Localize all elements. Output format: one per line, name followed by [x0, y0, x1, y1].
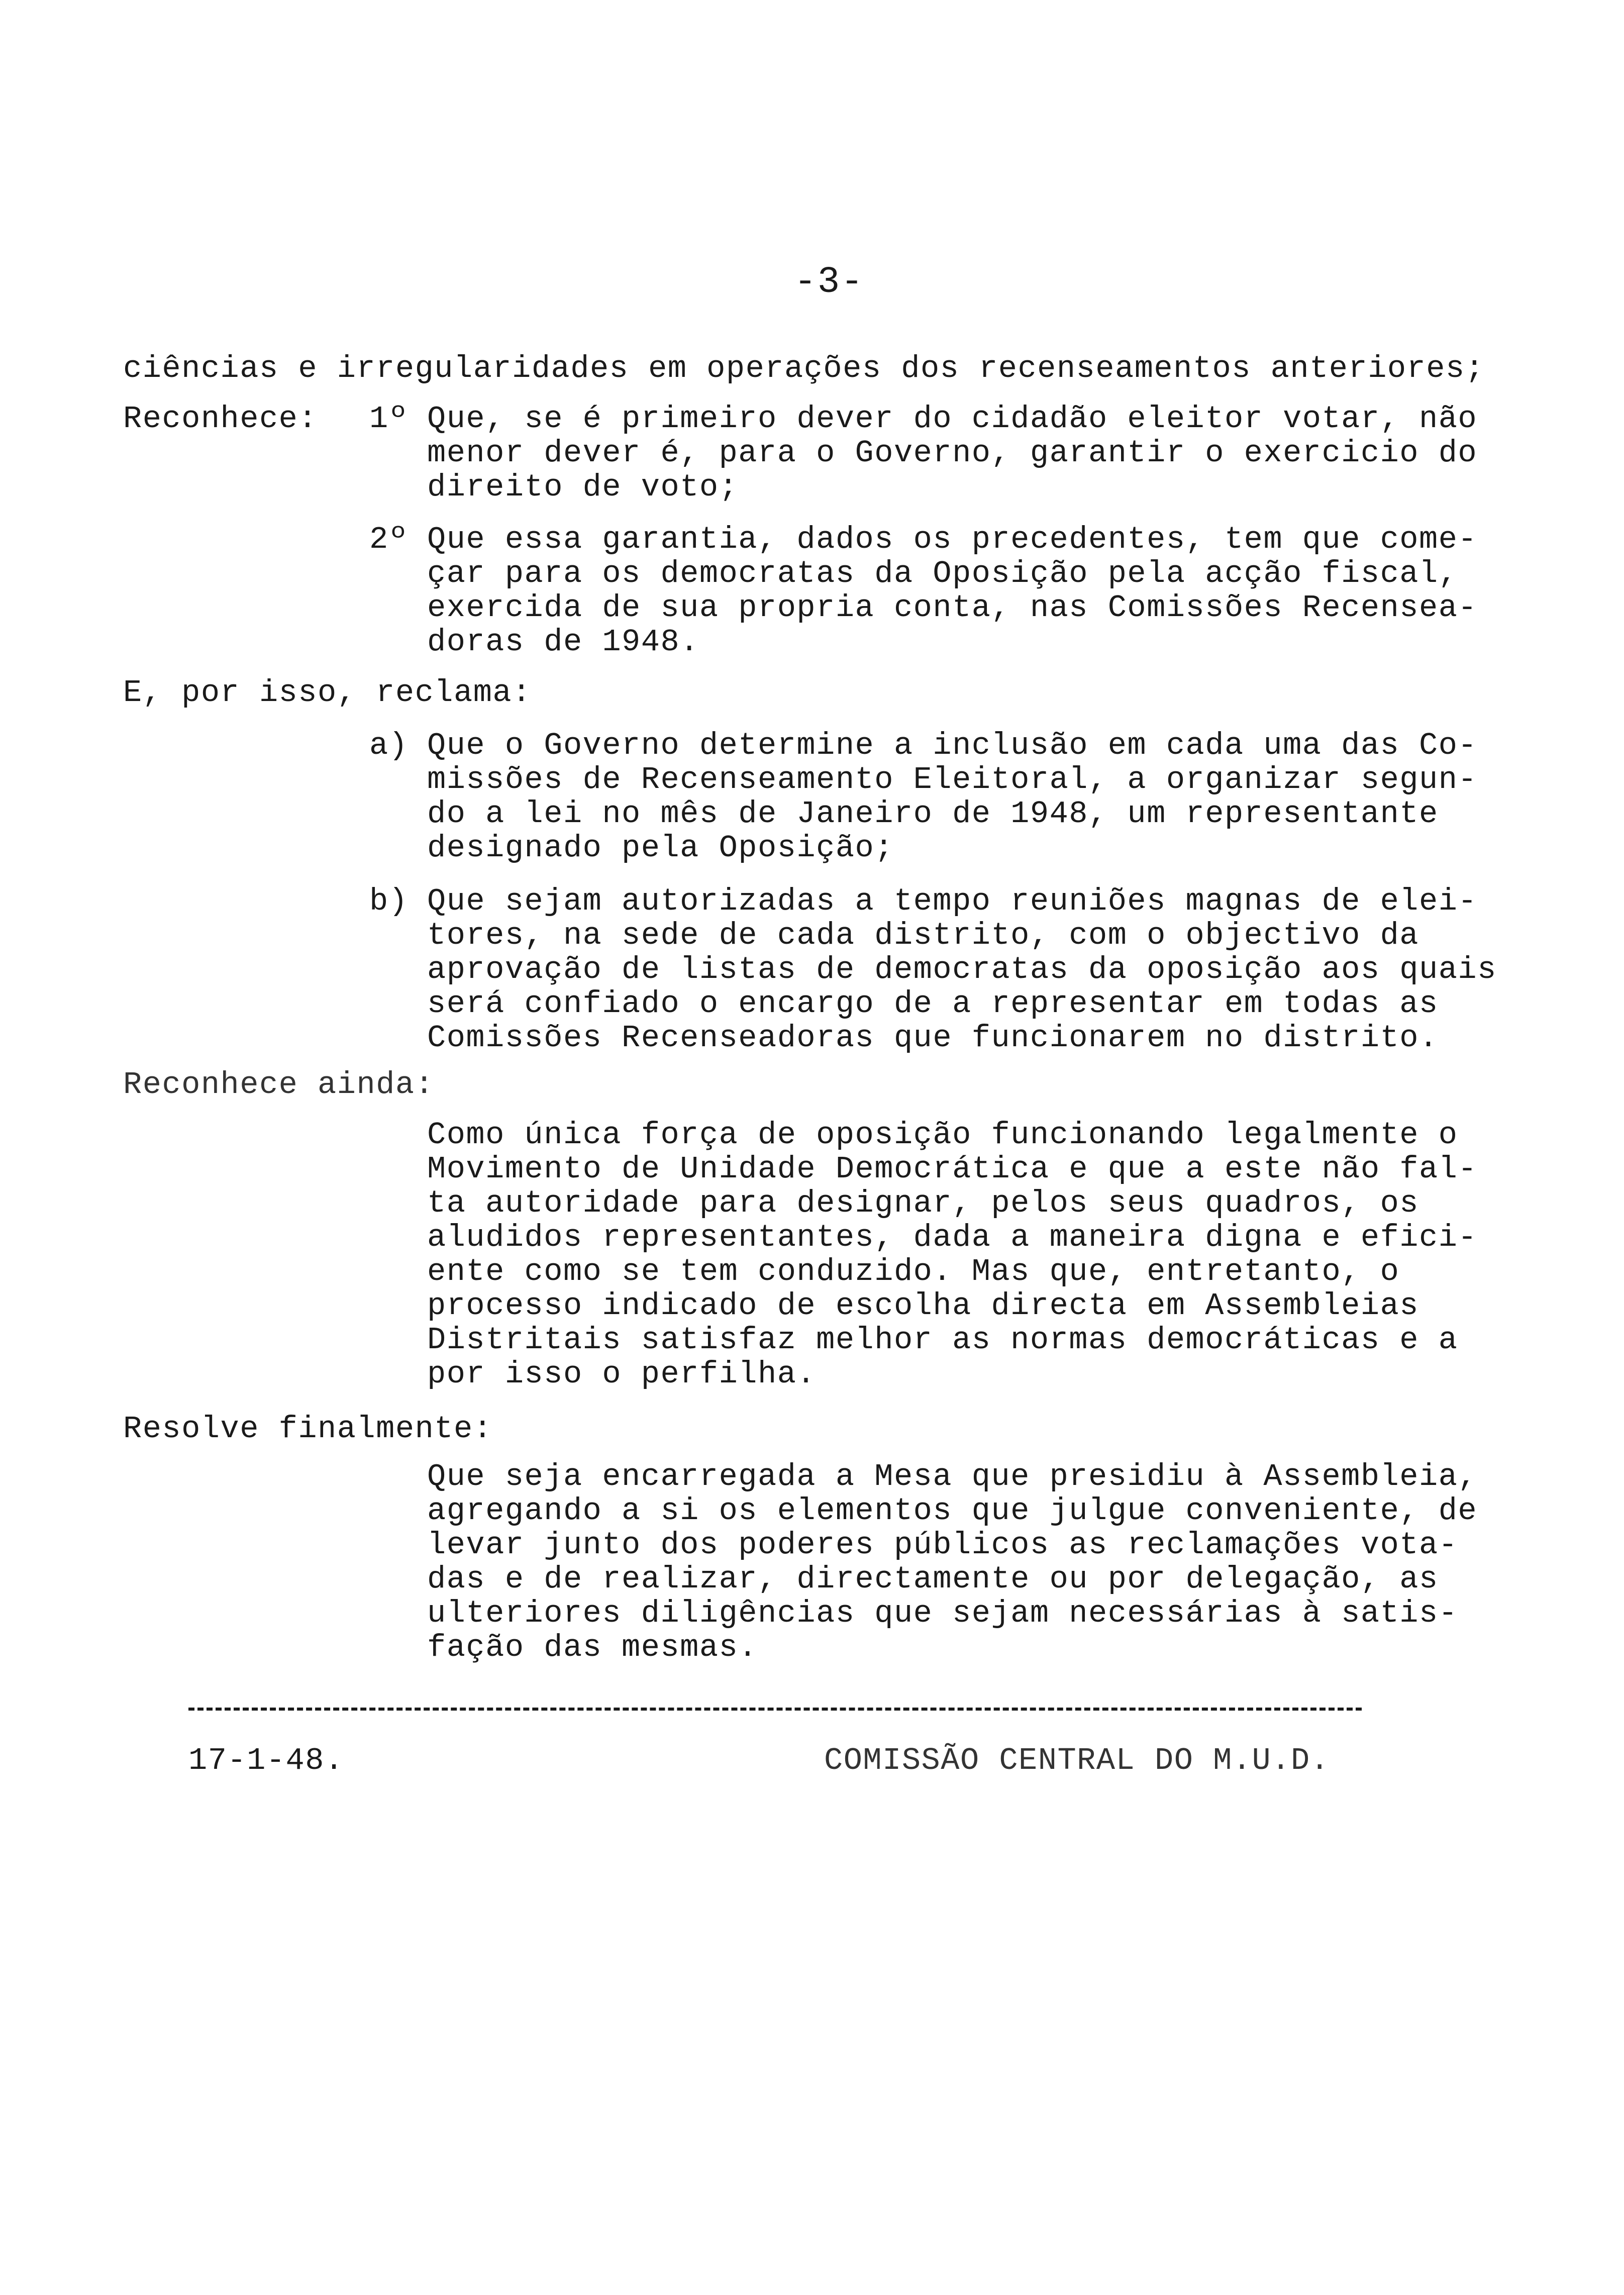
text-line: por isso o perfilha.	[427, 1356, 817, 1392]
reclama-label: E, por isso, reclama:	[123, 675, 532, 711]
text-line: Que essa garantia, dados os precedentes, tem que come-	[427, 522, 1478, 557]
text-line: do a lei no mês de Janeiro de 1948, um representante	[427, 796, 1439, 832]
resolve-label: Resolve finalmente:	[123, 1411, 493, 1447]
intro-line: ciências e irregularidades em operações dos recenseamentos anteriores;	[123, 351, 1485, 386]
text-line: tores, na sede de cada distrito, com o objectivo da	[427, 918, 1419, 953]
text-line: Que, se é primeiro dever do cidadão eleitor votar, não	[427, 401, 1478, 437]
text-line: Comissões Recenseadoras que funcionarem no distrito.	[427, 1020, 1439, 1056]
text-line: levar junto dos poderes públicos as reclamações vota-	[427, 1527, 1458, 1563]
dashed-separator	[188, 1708, 1362, 1711]
text-line: Distritais satisfaz melhor as normas democráticas e a	[427, 1322, 1458, 1358]
text-line: aprovação de listas de democratas da oposição aos quais	[427, 952, 1497, 987]
text-line: designado pela Oposição;	[427, 830, 894, 866]
reclama-item-a	[427, 729, 1477, 865]
text-line: doras de 1948.	[427, 624, 699, 660]
reconhece-item-2	[427, 523, 1477, 659]
reclama-item-b-marker: b)	[369, 883, 409, 919]
reconhece-ainda-text	[427, 1118, 1477, 1391]
text-line: çar para os democratas da Oposição pela acção fiscal,	[427, 556, 1458, 591]
resolve-text	[427, 1460, 1477, 1665]
text-line: direito de voto;	[427, 469, 739, 505]
footer-signature: COMISSÃO CENTRAL DO M.U.D.	[824, 1743, 1330, 1778]
text-line: Que seja encarregada a Mesa que presidiu à Assembleia,	[427, 1459, 1478, 1494]
text-line: agregando a si os elementos que julgue conveniente, de	[427, 1493, 1478, 1529]
text-line: ta autoridade para designar, pelos seus quadros, os	[427, 1185, 1419, 1221]
reconhece-item-1-marker: 1º	[369, 401, 409, 437]
reclama-item-b	[427, 884, 1497, 1055]
text-line: exercida de sua propria conta, nas Comissões Recensea-	[427, 590, 1478, 626]
footer-date: 17-1-48.	[188, 1743, 344, 1778]
text-line: fação das mesmas.	[427, 1630, 758, 1665]
text-line: ulteriores diligências que sejam necessárias à satis-	[427, 1595, 1458, 1631]
reclama-item-a-marker: a)	[369, 728, 409, 763]
text-line: Movimento de Unidade Democrática e que a este não fal-	[427, 1151, 1478, 1187]
reconhece-label: Reconhece:	[123, 401, 318, 437]
text-line: aludidos representantes, dada a maneira digna e efici-	[427, 1220, 1478, 1255]
text-line: menor dever é, para o Governo, garantir o exercicio do	[427, 435, 1478, 471]
text-line: Que o Governo determine a inclusão em cada uma das Co-	[427, 728, 1478, 763]
reconhece-item-2-marker: 2º	[369, 522, 409, 557]
text-line: será confiado o encargo de a representar em todas as	[427, 986, 1439, 1022]
text-line: Como única força de oposição funcionando legalmente o	[427, 1117, 1458, 1153]
reconhece-item-1	[427, 402, 1477, 505]
text-line: processo indicado de escolha directa em Assembleias	[427, 1288, 1419, 1324]
reconhece-ainda-label: Reconhece ainda:	[123, 1067, 435, 1103]
page-number: -3-	[794, 261, 864, 304]
text-line: Que sejam autorizadas a tempo reuniões magnas de elei-	[427, 883, 1478, 919]
text-line: missões de Recenseamento Eleitoral, a organizar segun-	[427, 762, 1478, 797]
text-line: ente como se tem conduzido. Mas que, entretanto, o	[427, 1254, 1400, 1289]
text-line: das e de realizar, directamente ou por delegação, as	[427, 1561, 1439, 1597]
